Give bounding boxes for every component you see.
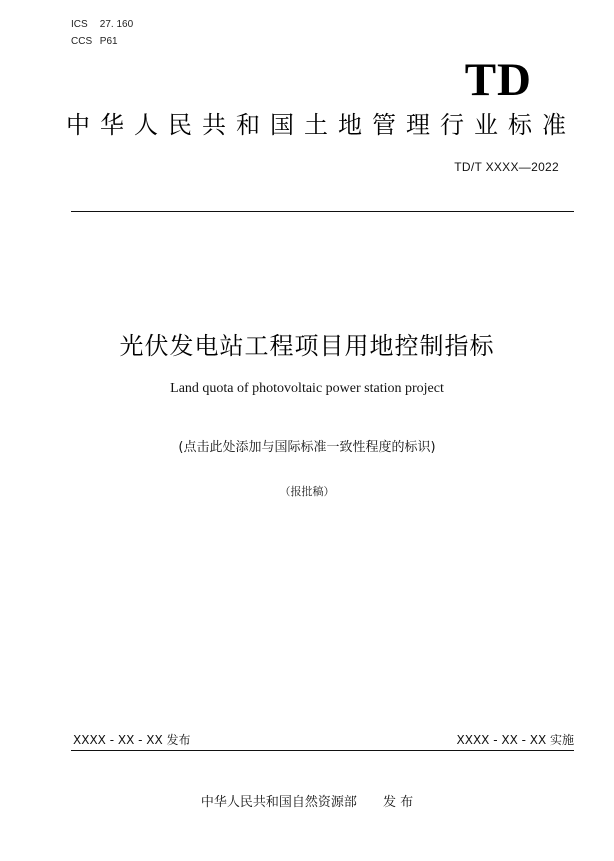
bottom-divider	[71, 750, 574, 751]
standard-number: TD/T XXXX—2022	[454, 160, 559, 174]
ics-label: ICS	[71, 19, 88, 30]
td-brand-mark: TD	[464, 54, 532, 106]
draft-stage: （报批稿）	[279, 485, 335, 498]
consistency-note[interactable]: (点击此处添加与国际标准一致性程度的标识)	[178, 440, 436, 455]
publisher-name: 中华人民共和国自然资源部	[200, 795, 357, 810]
ccs-value: P61	[99, 36, 118, 47]
ics-code	[71, 19, 133, 31]
ccs-label: CCS	[71, 36, 93, 47]
ics-value: 27. 160	[99, 19, 134, 30]
organization-heading: 中华人民共和国土地管理行业标准	[66, 111, 576, 139]
issue-date: XXXX - XX - XX 发布	[73, 733, 191, 747]
implementation-date: XXXX - XX - XX 实施	[456, 733, 574, 747]
top-divider	[71, 211, 574, 212]
document-title-en: Land quota of photovoltaic power station project	[170, 381, 444, 396]
publisher-line	[0, 794, 614, 812]
ccs-code	[71, 36, 118, 48]
publisher-action: 发 布	[382, 795, 414, 810]
document-title-cn: 光伏发电站工程项目用地控制指标	[119, 332, 495, 360]
